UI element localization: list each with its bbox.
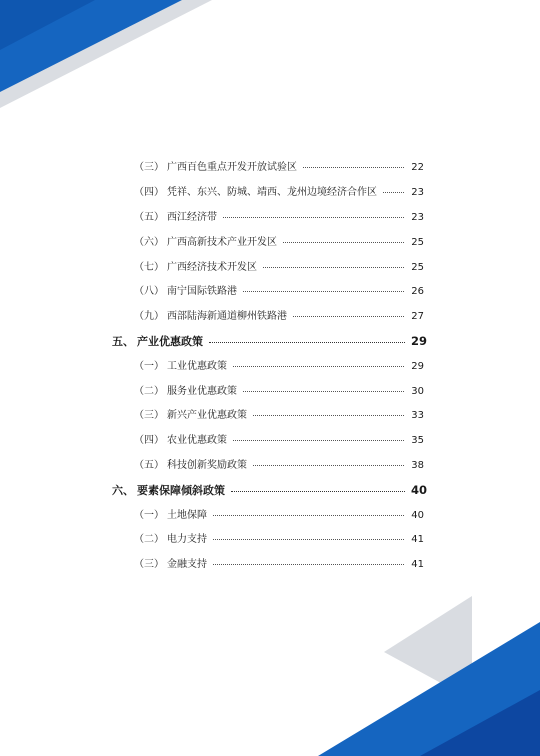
- dot-leader: [209, 342, 405, 343]
- toc-entry[interactable]: [134, 533, 424, 546]
- dot-leader: [293, 316, 404, 317]
- toc-entry-number: （八）: [134, 286, 164, 297]
- dot-leader: [303, 167, 404, 168]
- toc-section-number: 六、: [112, 484, 134, 497]
- toc-entry-title: 西部陆海新通道柳州铁路港: [167, 311, 287, 322]
- toc-entry-page: 23: [411, 212, 424, 223]
- toc-entry[interactable]: [134, 434, 424, 447]
- toc-entry[interactable]: [134, 186, 424, 199]
- toc-entry[interactable]: [134, 360, 424, 373]
- toc-entry-number: （九）: [134, 311, 164, 322]
- toc-entry-title: 广西经济技术开发区: [167, 262, 257, 273]
- toc-entry-number: （三）: [134, 410, 164, 421]
- toc-entry-title: 南宁国际铁路港: [167, 286, 237, 297]
- toc-entry-page: 25: [411, 237, 424, 248]
- toc-entry[interactable]: [134, 558, 424, 571]
- toc-entry-number: （四）: [134, 187, 164, 198]
- toc-entry[interactable]: [134, 459, 424, 472]
- toc-entry-page: 26: [411, 286, 424, 297]
- toc-entry-page: 35: [411, 435, 424, 446]
- toc-entry-title: 电力支持: [167, 534, 207, 545]
- toc-entry-number: （三）: [134, 162, 164, 173]
- dot-leader: [233, 440, 404, 441]
- toc-entry[interactable]: [134, 385, 424, 398]
- toc-entry-page: 22: [411, 162, 424, 173]
- toc-section-title: 产业优惠政策: [137, 335, 203, 348]
- toc-entry-page: 41: [411, 534, 424, 545]
- dot-leader: [213, 564, 404, 565]
- toc-entry-title: 凭祥、东兴、防城、靖西、龙州边境经济合作区: [167, 187, 377, 198]
- dot-leader: [253, 465, 404, 466]
- toc-entry-number: （二）: [134, 386, 164, 397]
- toc-entry[interactable]: [134, 409, 424, 422]
- toc-entry-page: 29: [411, 361, 424, 372]
- toc-entry[interactable]: [134, 261, 424, 274]
- toc-entry-number: （六）: [134, 237, 164, 248]
- toc-entry-page: 33: [411, 410, 424, 421]
- toc-entry[interactable]: [134, 236, 424, 249]
- toc-entry-number: （五）: [134, 212, 164, 223]
- toc-entry[interactable]: [134, 211, 424, 224]
- toc-entry-number: （一）: [134, 361, 164, 372]
- dot-leader: [231, 491, 405, 492]
- dot-leader: [263, 267, 404, 268]
- toc-section-page: 29: [410, 334, 427, 348]
- toc-entry-page: 25: [411, 262, 424, 273]
- toc-section-heading[interactable]: [112, 335, 427, 348]
- toc-entry-title: 新兴产业优惠政策: [167, 410, 247, 421]
- dot-leader: [213, 515, 404, 516]
- toc-entry-title: 服务业优惠政策: [167, 386, 237, 397]
- dot-leader: [283, 242, 404, 243]
- toc-entry-page: 23: [411, 187, 424, 198]
- toc-entry-page: 27: [411, 311, 424, 322]
- toc-section-page: 40: [410, 483, 427, 497]
- toc-entry-title: 土地保障: [167, 510, 207, 521]
- toc-entry-title: 广西高新技术产业开发区: [167, 237, 277, 248]
- toc-entry-page: 38: [411, 460, 424, 471]
- toc-entry-number: （二）: [134, 534, 164, 545]
- toc-entry-page: 41: [411, 559, 424, 570]
- toc-entry[interactable]: [134, 285, 424, 298]
- toc-entry-number: （五）: [134, 460, 164, 471]
- toc-section-heading[interactable]: [112, 484, 427, 497]
- dot-leader: [243, 391, 404, 392]
- toc-entry-number: （三）: [134, 559, 164, 570]
- toc-entry-title: 西江经济带: [167, 212, 217, 223]
- toc-entry[interactable]: [134, 310, 424, 323]
- toc-entry-page: 40: [411, 510, 424, 521]
- dot-leader: [213, 539, 404, 540]
- toc-section-title: 要素保障倾斜政策: [137, 484, 225, 497]
- toc-section-number: 五、: [112, 335, 134, 348]
- toc-entry-title: 金融支持: [167, 559, 207, 570]
- dot-leader: [243, 291, 404, 292]
- toc-entry[interactable]: [134, 509, 424, 522]
- toc-entry-title: 农业优惠政策: [167, 435, 227, 446]
- toc-entry-number: （七）: [134, 262, 164, 273]
- toc-entry-title: 工业优惠政策: [167, 361, 227, 372]
- dot-leader: [253, 415, 404, 416]
- toc-entry-title: 科技创新奖励政策: [167, 460, 247, 471]
- toc-entry-number: （一）: [134, 510, 164, 521]
- toc-entry-number: （四）: [134, 435, 164, 446]
- dot-leader: [223, 217, 404, 218]
- toc-entry-page: 30: [411, 386, 424, 397]
- toc-entry[interactable]: [134, 161, 424, 174]
- dot-leader: [383, 192, 404, 193]
- dot-leader: [233, 366, 404, 367]
- toc-entry-title: 广西百色重点开发开放试验区: [167, 162, 297, 173]
